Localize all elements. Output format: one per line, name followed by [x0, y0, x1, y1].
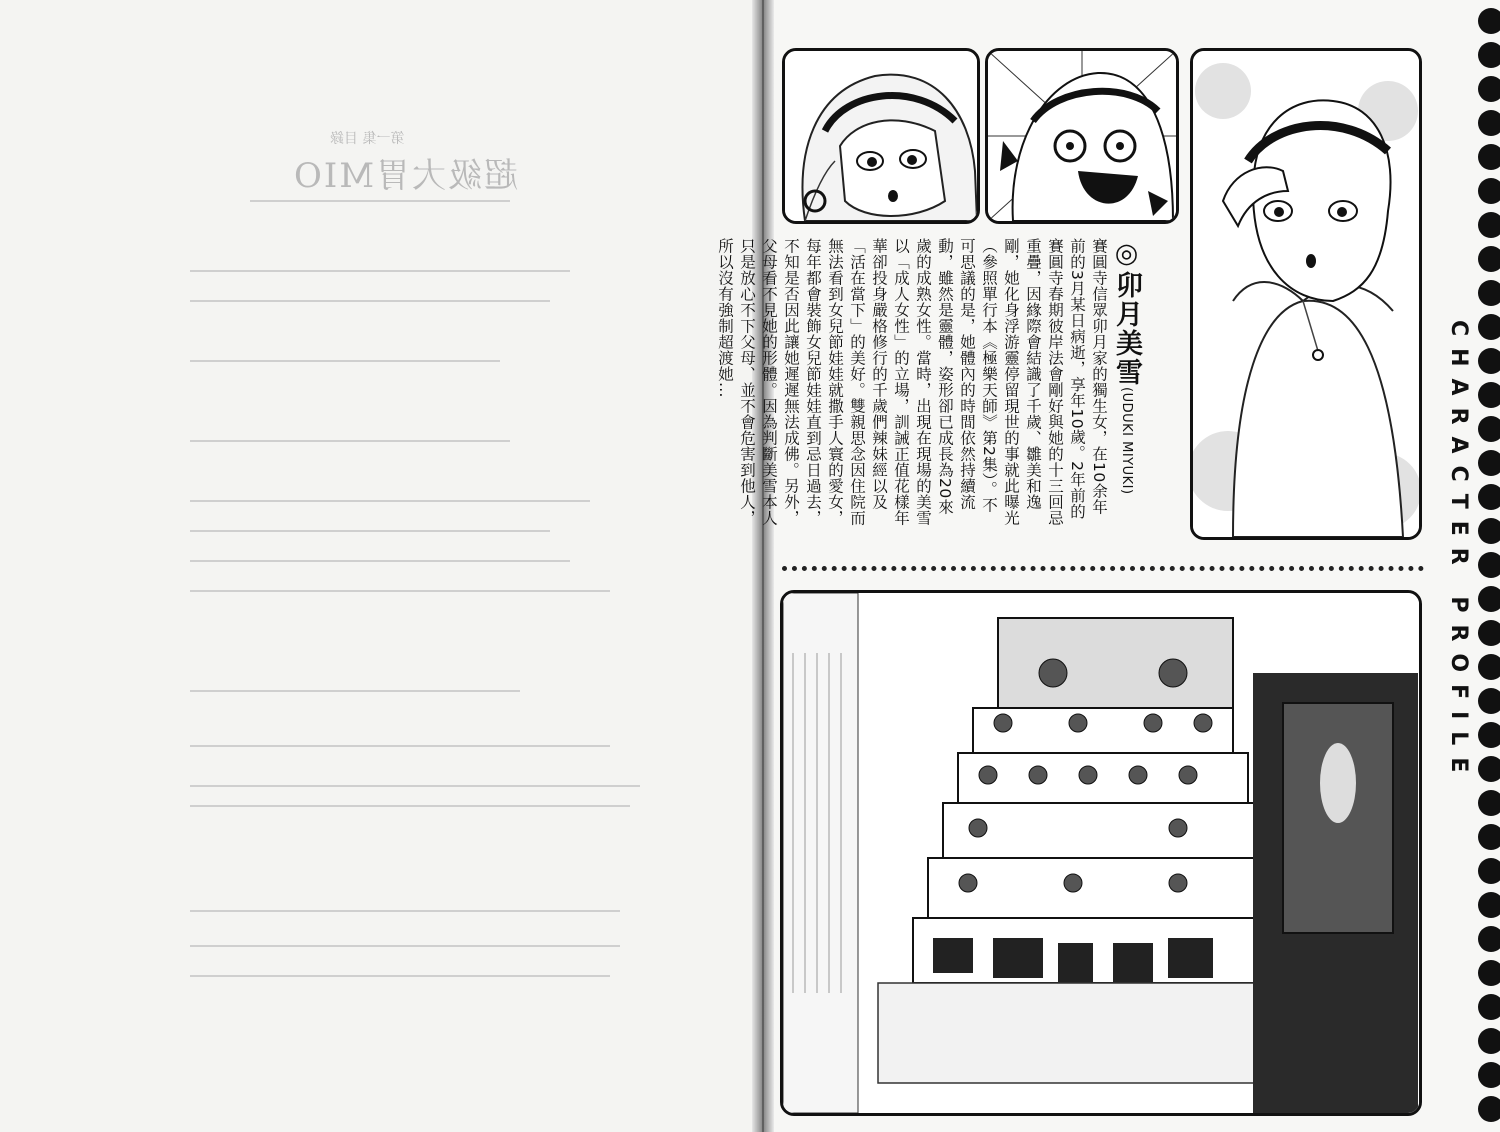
- bleed-rule: [190, 270, 570, 272]
- binding-ring: [1478, 212, 1500, 238]
- binding-ring: [1478, 178, 1500, 204]
- binding-ring: [1478, 994, 1500, 1020]
- bleed-rule: [190, 360, 500, 362]
- bleed-subheading: 第一集 目錄: [330, 131, 405, 147]
- bleed-rule: [190, 785, 640, 787]
- binding-ring: [1478, 654, 1500, 680]
- bleed-rule: [190, 590, 610, 592]
- binding-ring: [1478, 144, 1500, 170]
- binding-ring: [1478, 858, 1500, 884]
- bleed-heading: 超級大胃MIO: [292, 156, 519, 196]
- binding-ring: [1478, 416, 1500, 442]
- portrait-panel-calm: [782, 48, 980, 224]
- binding-ring: [1478, 382, 1500, 408]
- binding-ring: [1478, 42, 1500, 68]
- profile-body: 賽圓寺信眾卯月家的獨生女，在10余年前的3月某日病逝，享年10歲。2年前的賽圓寺春期彼岸法會剛好與她的十三回忌重疊，因緣際會結識了千歲、雛美和逸剛，她化身浮游靈停留現世的事就此曝光（參照單行本《極樂天師》第2集）。不可思議的是，她體內的時間依然持續流動，雖然是靈體，姿形卻已成長為20來歲的成熟女性。當時，出現在現場的美雪以「成人女性」的立場，訓誡正值花樣年華卻投身嚴格修行的千歲們辣妹經以及「活在當下」的美好。雙親思念因住院而無法看到女兒節娃娃就撒手人寰的愛女，每年都會裝飾女兒節娃娃直到忌日過去，不知是否因此讓她遲遲無法成佛。另外，父母看不見她的形體。因為判斷美雪本人只是放心不下父母、並不會危害到他人，所以沒有強制超渡她…: [716, 238, 1108, 526]
- bleed-rule: [190, 945, 620, 947]
- bleed-rule: [250, 200, 510, 202]
- portrait-panel-shocked: [985, 48, 1179, 224]
- book-spine: [752, 0, 774, 1132]
- bleed-rule: [190, 560, 570, 562]
- bleed-rule: [190, 745, 610, 747]
- character-name: ◎卯月美雪: [1111, 238, 1142, 387]
- binding-ring: [1478, 518, 1500, 544]
- dotted-divider: [782, 566, 1424, 571]
- portrait-panel-saluting: [1190, 48, 1422, 540]
- bleed-rule: [190, 690, 520, 692]
- binding-ring: [1478, 76, 1500, 102]
- binding-ring: [1478, 722, 1500, 748]
- binding-ring: [1478, 280, 1500, 306]
- bleed-rule: [190, 440, 510, 442]
- binding-ring: [1478, 892, 1500, 918]
- binding-ring: [1478, 552, 1500, 578]
- bleed-rule: [190, 530, 550, 532]
- binding-ring: [1478, 824, 1500, 850]
- binding-ring: [1478, 484, 1500, 510]
- binding-ring: [1478, 926, 1500, 952]
- hina-doll-scene-illustration: [783, 593, 1419, 1113]
- binding-ring: [1478, 110, 1500, 136]
- portrait-calm-illustration: [785, 51, 977, 221]
- binding-ring: [1478, 1062, 1500, 1088]
- portrait-saluting-illustration: [1193, 51, 1419, 537]
- hina-doll-panel: [780, 590, 1422, 1116]
- binding-ring: [1478, 1096, 1500, 1122]
- binding-ring: [1478, 620, 1500, 646]
- bleed-rule: [190, 975, 610, 977]
- binding-ring: [1478, 960, 1500, 986]
- binding-ring: [1478, 348, 1500, 374]
- bleed-rule: [190, 500, 590, 502]
- binding-ring: [1478, 314, 1500, 340]
- portrait-shocked-illustration: [988, 51, 1176, 221]
- profile-text-block: [716, 238, 1142, 528]
- character-romanization: (UDUKI MIYUKI): [1119, 387, 1134, 495]
- binding-ring: [1478, 450, 1500, 476]
- character-profile-side-title: CHARACTER PROFILE: [1446, 320, 1471, 785]
- binding-ring: [1478, 790, 1500, 816]
- bleed-rule: [190, 910, 620, 912]
- binding-ring: [1478, 8, 1500, 34]
- binding-ring: [1478, 586, 1500, 612]
- bleed-rule: [190, 805, 630, 807]
- binding-ring: [1478, 688, 1500, 714]
- binding-ring: [1478, 246, 1500, 272]
- binding-ring: [1478, 756, 1500, 782]
- bleed-rule: [190, 300, 550, 302]
- binding-ring: [1478, 1028, 1500, 1054]
